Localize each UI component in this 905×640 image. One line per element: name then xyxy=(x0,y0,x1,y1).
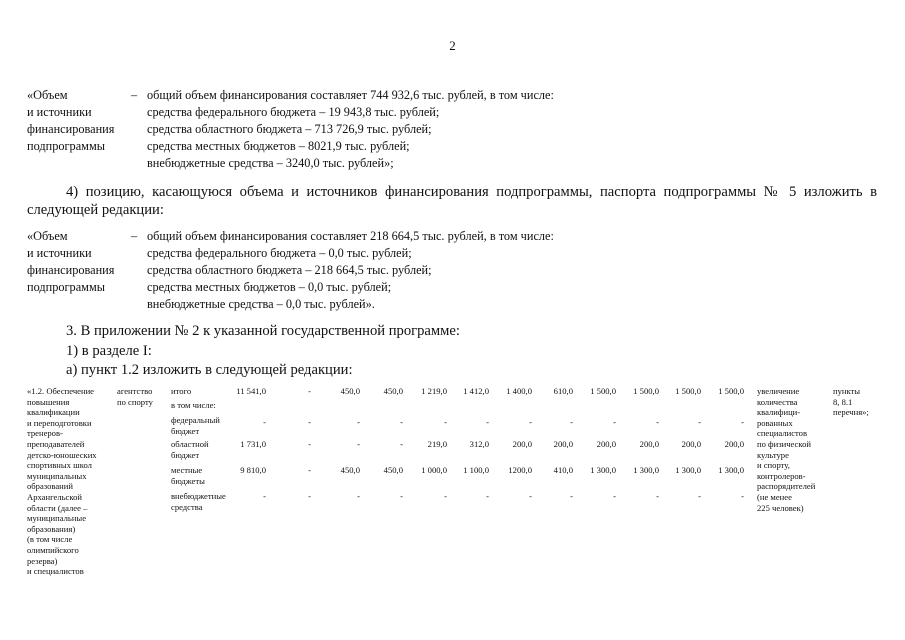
value-line: общий объем финансирования составляет 744 932,6 тыс. рублей, в том числе: xyxy=(147,88,554,102)
text-line: (в том числе xyxy=(27,534,73,545)
amount-cell: - xyxy=(400,439,403,449)
amount-cell: 1 219,0 xyxy=(421,386,447,396)
program-measures-table xyxy=(27,382,887,632)
financing-passport-block xyxy=(27,87,587,172)
amount-cell: 1 300,0 xyxy=(675,465,701,475)
text-line: итого xyxy=(171,386,192,396)
label-line: финансирования xyxy=(27,263,115,277)
text-line: (не менее xyxy=(757,491,792,502)
text-line: бюджет xyxy=(171,449,200,460)
amount-cell: 312,0 xyxy=(469,439,489,449)
text-line: муниципальных xyxy=(27,470,87,481)
text-line: и специалистов xyxy=(27,566,84,577)
text-line: распорядителей xyxy=(757,481,816,492)
text-line: рованных xyxy=(757,417,793,428)
amount-cell: - xyxy=(308,417,311,427)
text-line: количества xyxy=(757,396,798,407)
text-line: 8, 8.1 xyxy=(833,396,853,407)
label-line: и источники xyxy=(27,105,92,119)
amount-cell: 200,0 xyxy=(681,439,701,449)
amount-cell: - xyxy=(357,439,360,449)
amount-cell: 200,0 xyxy=(724,439,744,449)
text-line: «1.2. Обеспечение xyxy=(27,386,94,396)
label-line: подпрограммы xyxy=(27,139,105,153)
text-line: Архангельской xyxy=(27,491,82,502)
amount-cell: - xyxy=(308,439,311,449)
text-line: и переподготовки xyxy=(27,417,92,428)
source-cell-extrabudgetary xyxy=(171,491,226,512)
dash: – xyxy=(131,88,138,102)
financing-label xyxy=(27,87,127,155)
amount-cell: 1 500,0 xyxy=(590,386,616,396)
text-line: детско-юношеских xyxy=(27,449,97,460)
source-cell-federal xyxy=(171,415,220,436)
amount-cell: - xyxy=(698,491,701,501)
amount-cell: 9 810,0 xyxy=(240,465,266,475)
value-line: внебюджетные средства – 0,0 тыс. рублей». xyxy=(147,297,375,311)
value-line: внебюджетные средства – 3240,0 тыс. рублей»; xyxy=(147,156,394,170)
amount-cell: 1 300,0 xyxy=(718,465,744,475)
amount-cell: 200,0 xyxy=(512,439,532,449)
amount-cell: 450,0 xyxy=(383,465,403,475)
amount-cell: 450,0 xyxy=(383,386,403,396)
text-line: преподавателей xyxy=(27,438,85,449)
amount-cell: 450,0 xyxy=(340,386,360,396)
financing-values xyxy=(147,87,554,172)
amount-cell: - xyxy=(613,491,616,501)
amount-cell: 11 541,0 xyxy=(236,386,266,396)
amount-cell: 200,0 xyxy=(596,439,616,449)
amount-cell: - xyxy=(444,491,447,501)
value-line: средства местных бюджетов – 0,0 тыс. рублей; xyxy=(147,280,392,294)
paragraph-section-3: 3. В приложении № 2 к указанной государственной программе: xyxy=(66,323,460,339)
text-line: 225 человек) xyxy=(757,502,804,513)
amount-cell: - xyxy=(656,491,659,501)
label-line: «Объем xyxy=(27,88,68,102)
result-cell xyxy=(757,386,815,513)
amount-cell: 1 500,0 xyxy=(633,386,659,396)
text-line: специалистов xyxy=(757,428,808,439)
dash: – xyxy=(131,229,138,243)
amount-cell: - xyxy=(308,491,311,501)
amount-cell: 410,0 xyxy=(553,465,573,475)
text-line: и спорту, xyxy=(757,460,790,471)
amount-cell: - xyxy=(741,417,744,427)
text-line: образования) xyxy=(27,523,76,534)
label-line: и источники xyxy=(27,246,92,260)
amount-cell: 1 500,0 xyxy=(718,386,744,396)
amount-cell: 200,0 xyxy=(639,439,659,449)
amount-cell: 1 000,0 xyxy=(421,465,447,475)
label-line: финансирования xyxy=(27,122,115,136)
text-line: местные xyxy=(171,465,203,475)
amount-cell: - xyxy=(570,491,573,501)
text-line: областной xyxy=(171,439,209,449)
text-line: в том числе: xyxy=(171,400,216,410)
source-cell-local xyxy=(171,465,205,486)
amount-cell: - xyxy=(263,491,266,501)
text-line: пункты xyxy=(833,386,861,396)
amount-cell: 610,0 xyxy=(553,386,573,396)
text-line: культуре xyxy=(757,449,789,460)
text-line: образований xyxy=(27,481,73,492)
amount-cell: 1 300,0 xyxy=(590,465,616,475)
text-line: спортивных школ xyxy=(27,460,92,471)
text-line: резерва) xyxy=(27,555,58,566)
amount-cell: 450,0 xyxy=(340,465,360,475)
amount-cell: - xyxy=(357,417,360,427)
amount-cell: - xyxy=(613,417,616,427)
measure-name-cell xyxy=(27,386,97,577)
text-line: средства xyxy=(171,501,203,512)
amount-cell: - xyxy=(400,417,403,427)
text-line: перечня»; xyxy=(833,407,869,418)
text-line: повышения xyxy=(27,396,70,407)
amount-cell: - xyxy=(486,417,489,427)
paragraph-subitem-a: а) пункт 1.2 изложить в следующей редакции: xyxy=(66,362,353,378)
text-line: по спорту xyxy=(117,396,153,407)
amount-cell: 219,0 xyxy=(427,439,447,449)
amount-cell: - xyxy=(308,386,311,396)
amount-cell: - xyxy=(698,417,701,427)
source-cell-including xyxy=(171,400,216,411)
text-line: увеличение xyxy=(757,386,800,396)
amount-cell: - xyxy=(529,417,532,427)
financing-values xyxy=(147,228,554,313)
amount-cell: 1 100,0 xyxy=(463,465,489,475)
executor-cell xyxy=(117,386,153,407)
value-line: общий объем финансирования составляет 218 664,5 тыс. рублей, в том числе: xyxy=(147,229,554,243)
text-line: федеральный xyxy=(171,415,220,425)
paragraph-item-4: 4) позицию, касающуюся объема и источников финансирования подпрограммы, паспорта подпрограммы № 5 изложить в следующей редакции: xyxy=(27,184,877,218)
text-line: по физической xyxy=(757,438,812,449)
source-cell-regional xyxy=(171,439,209,460)
amount-cell: - xyxy=(400,491,403,501)
text-line: тренеров- xyxy=(27,428,63,439)
value-line: средства областного бюджета – 713 726,9 тыс. рублей; xyxy=(147,122,432,136)
amount-cell: 1200,0 xyxy=(508,465,532,475)
text-line: агентство xyxy=(117,386,153,396)
amount-cell: - xyxy=(570,417,573,427)
text-line: олимпийского xyxy=(27,544,79,555)
paragraph-subitem-1: 1) в разделе I: xyxy=(66,343,152,359)
amount-cell: - xyxy=(529,491,532,501)
amount-cell: 1 412,0 xyxy=(463,386,489,396)
text-line: бюджет xyxy=(171,425,200,436)
amount-cell: 1 400,0 xyxy=(506,386,532,396)
source-cell-total xyxy=(171,386,191,397)
value-line: средства федерального бюджета – 19 943,8 тыс. рублей; xyxy=(147,105,440,119)
text-line: контролеров- xyxy=(757,470,806,481)
financing-passport-block xyxy=(27,228,587,313)
amount-cell: 200,0 xyxy=(553,439,573,449)
amount-cell: - xyxy=(486,491,489,501)
text-line: муниципальные xyxy=(27,513,87,524)
text-line: бюджеты xyxy=(171,475,205,486)
amount-cell: 1 500,0 xyxy=(675,386,701,396)
text-line: внебюджетные xyxy=(171,491,226,501)
label-line: «Объем xyxy=(27,229,68,243)
text-line: квалифици- xyxy=(757,407,801,418)
amount-cell: - xyxy=(741,491,744,501)
points-cell xyxy=(833,386,869,418)
amount-cell: - xyxy=(357,491,360,501)
amount-cell: - xyxy=(308,465,311,475)
amount-cell: - xyxy=(656,417,659,427)
amount-cell: - xyxy=(444,417,447,427)
amount-cell: - xyxy=(263,417,266,427)
value-line: средства местных бюджетов – 8021,9 тыс. рублей; xyxy=(147,139,410,153)
value-line: средства областного бюджета – 218 664,5 тыс. рублей; xyxy=(147,263,432,277)
financing-label xyxy=(27,228,127,296)
text-line: квалификации xyxy=(27,407,80,418)
amount-cell: 1 731,0 xyxy=(240,439,266,449)
page-number: 2 xyxy=(449,38,456,53)
text-line: области (далее – xyxy=(27,502,88,513)
label-line: подпрограммы xyxy=(27,280,105,294)
amount-cell: 1 300,0 xyxy=(633,465,659,475)
value-line: средства федерального бюджета – 0,0 тыс. рублей; xyxy=(147,246,412,260)
